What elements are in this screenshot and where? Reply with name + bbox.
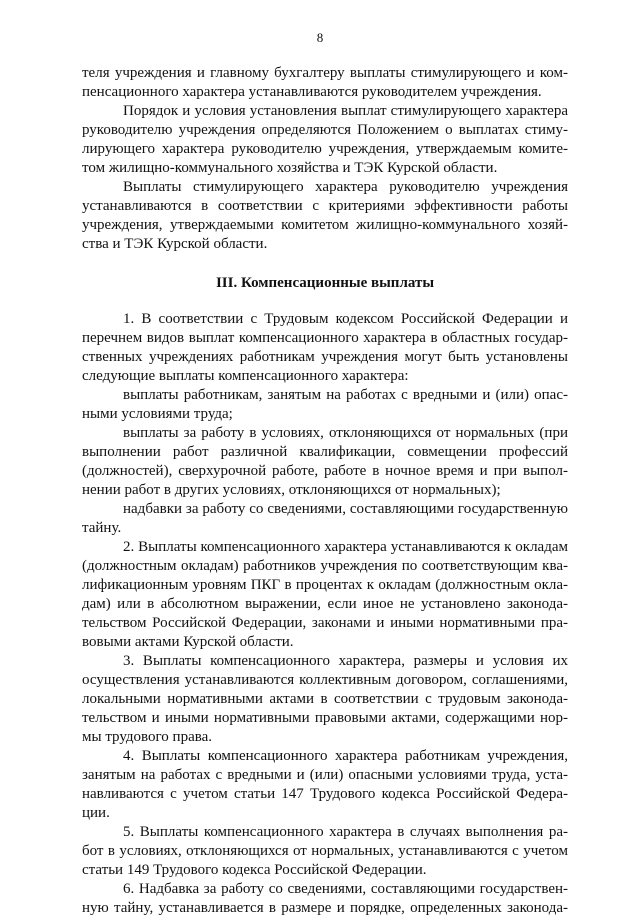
text-line: выплаты за работу в условиях, отклоняющихся от нормальных (при bbox=[123, 425, 568, 441]
paragraph-item-6 bbox=[82, 880, 568, 918]
spacer bbox=[82, 254, 568, 272]
text-line: 1. В соответствии с Трудовым кодексом Российской Федерации и bbox=[123, 311, 568, 327]
text-line: (должностей), сверхурочной работе, работе в ночное время и при выпол- bbox=[82, 463, 568, 479]
text-line: ства и ТЭК Курской области. bbox=[82, 236, 268, 252]
paragraph-intro bbox=[82, 64, 568, 102]
paragraph-item-5 bbox=[82, 823, 568, 880]
text-line: устанавливаются в соответствии с критериями эффективности работы bbox=[82, 198, 568, 214]
paragraph-criteria bbox=[82, 178, 568, 254]
text-line: ции. bbox=[82, 805, 110, 821]
text-line: ными условиями труда; bbox=[82, 406, 233, 422]
paragraph-order bbox=[82, 102, 568, 178]
page-content bbox=[82, 64, 568, 918]
text-line: 6. Надбавка за работу со сведениями, составляющими государствен- bbox=[123, 881, 568, 897]
text-line: ную тайну, устанавливается в размере и порядке, определенных законода- bbox=[82, 900, 568, 916]
text-line: том жилищно-коммунального хозяйства и ТЭК Курской области. bbox=[82, 160, 498, 176]
text-line: бот в условиях, отклоняющихся от нормальных, устанавливаются с учетом bbox=[82, 843, 568, 859]
text-line: статьи 149 Трудового кодекса Российской Федерации. bbox=[82, 862, 427, 878]
paragraph-item-1-hazard bbox=[82, 386, 568, 424]
text-line: 2. Выплаты компенсационного характера устанавливаются к окладам bbox=[123, 539, 568, 555]
text-line: занятым на работах с вредными и (или) опасными условиями труда, уста- bbox=[82, 767, 568, 783]
paragraph-item-1-conditions bbox=[82, 424, 568, 500]
text-line: пенсационного характера устанавливаются руководителем учреждения. bbox=[82, 84, 542, 100]
paragraph-item-1-secret bbox=[82, 500, 568, 538]
text-line: лирующего характера руководителю учреждения, утверждаемым комите- bbox=[82, 141, 568, 157]
text-line: навливаются с учетом статьи 147 Трудового кодекса Российской Федера- bbox=[82, 786, 568, 802]
text-line: 5. Выплаты компенсационного характера в случаях выполнения ра- bbox=[123, 824, 568, 840]
text-line: руководителю учреждения определяются Положением о выплатах стиму- bbox=[82, 122, 568, 138]
text-line: перечнем видов выплат компенсационного характера в областных государ- bbox=[82, 330, 568, 346]
text-line: локальными нормативными актами в соответствии с трудовым законода- bbox=[82, 691, 568, 707]
paragraph-item-1 bbox=[82, 310, 568, 386]
text-line: тельством и иными нормативными правовыми актами, содержащими нор- bbox=[82, 710, 568, 726]
text-line: тельством Российской Федерации, законами и иными нормативными пра- bbox=[82, 615, 568, 631]
paragraph-item-3 bbox=[82, 652, 568, 747]
text-line: (должностным окладам) работников учреждения по соответствующим ква- bbox=[82, 558, 568, 574]
paragraph-item-4 bbox=[82, 747, 568, 823]
text-line: нении работ в других условиях, отклоняющихся от нормальных); bbox=[82, 482, 501, 498]
text-line: мы трудового права. bbox=[82, 729, 213, 745]
section-heading: III. Компенсационные выплаты bbox=[215, 275, 435, 291]
text-line: выполнении работ различной квалификации, совмещении профессий bbox=[82, 444, 568, 460]
text-line: теля учреждения и главному бухгалтеру выплаты стимулирующего и ком- bbox=[82, 65, 568, 81]
text-line: 4. Выплаты компенсационного характера работникам учреждения, bbox=[123, 748, 568, 764]
text-line: Выплаты стимулирующего характера руководителю учреждения bbox=[123, 179, 568, 195]
text-line: выплаты работникам, занятым на работах с вредными и (или) опас- bbox=[123, 387, 568, 403]
text-line: Порядок и условия установления выплат стимулирующего характера bbox=[123, 103, 568, 119]
text-line: вовыми актами Курской области. bbox=[82, 634, 294, 650]
text-line: следующие выплаты компенсационного характера: bbox=[82, 368, 409, 384]
text-line: лификационным уровням ПКГ в процентах к окладам (должностным окла- bbox=[82, 577, 568, 593]
text-line: ственных учреждениях работникам учреждения могут быть установлены bbox=[82, 349, 568, 365]
text-line: осуществления устанавливаются коллективным договором, соглашениями, bbox=[82, 672, 568, 688]
spacer bbox=[82, 294, 568, 310]
page-number: 8 bbox=[316, 30, 324, 45]
text-line: 3. Выплаты компенсационного характера, размеры и условия их bbox=[123, 653, 568, 669]
text-line: дам) или в абсолютном выражении, если иное не установлено законода- bbox=[82, 596, 568, 612]
text-line: учреждения, утверждаемыми комитетом жилищно-коммунального хозяй- bbox=[82, 217, 568, 233]
text-line: надбавки за работу со сведениями, составляющими государственную bbox=[123, 501, 568, 517]
paragraph-item-2 bbox=[82, 538, 568, 652]
text-line: тайну. bbox=[82, 520, 122, 536]
